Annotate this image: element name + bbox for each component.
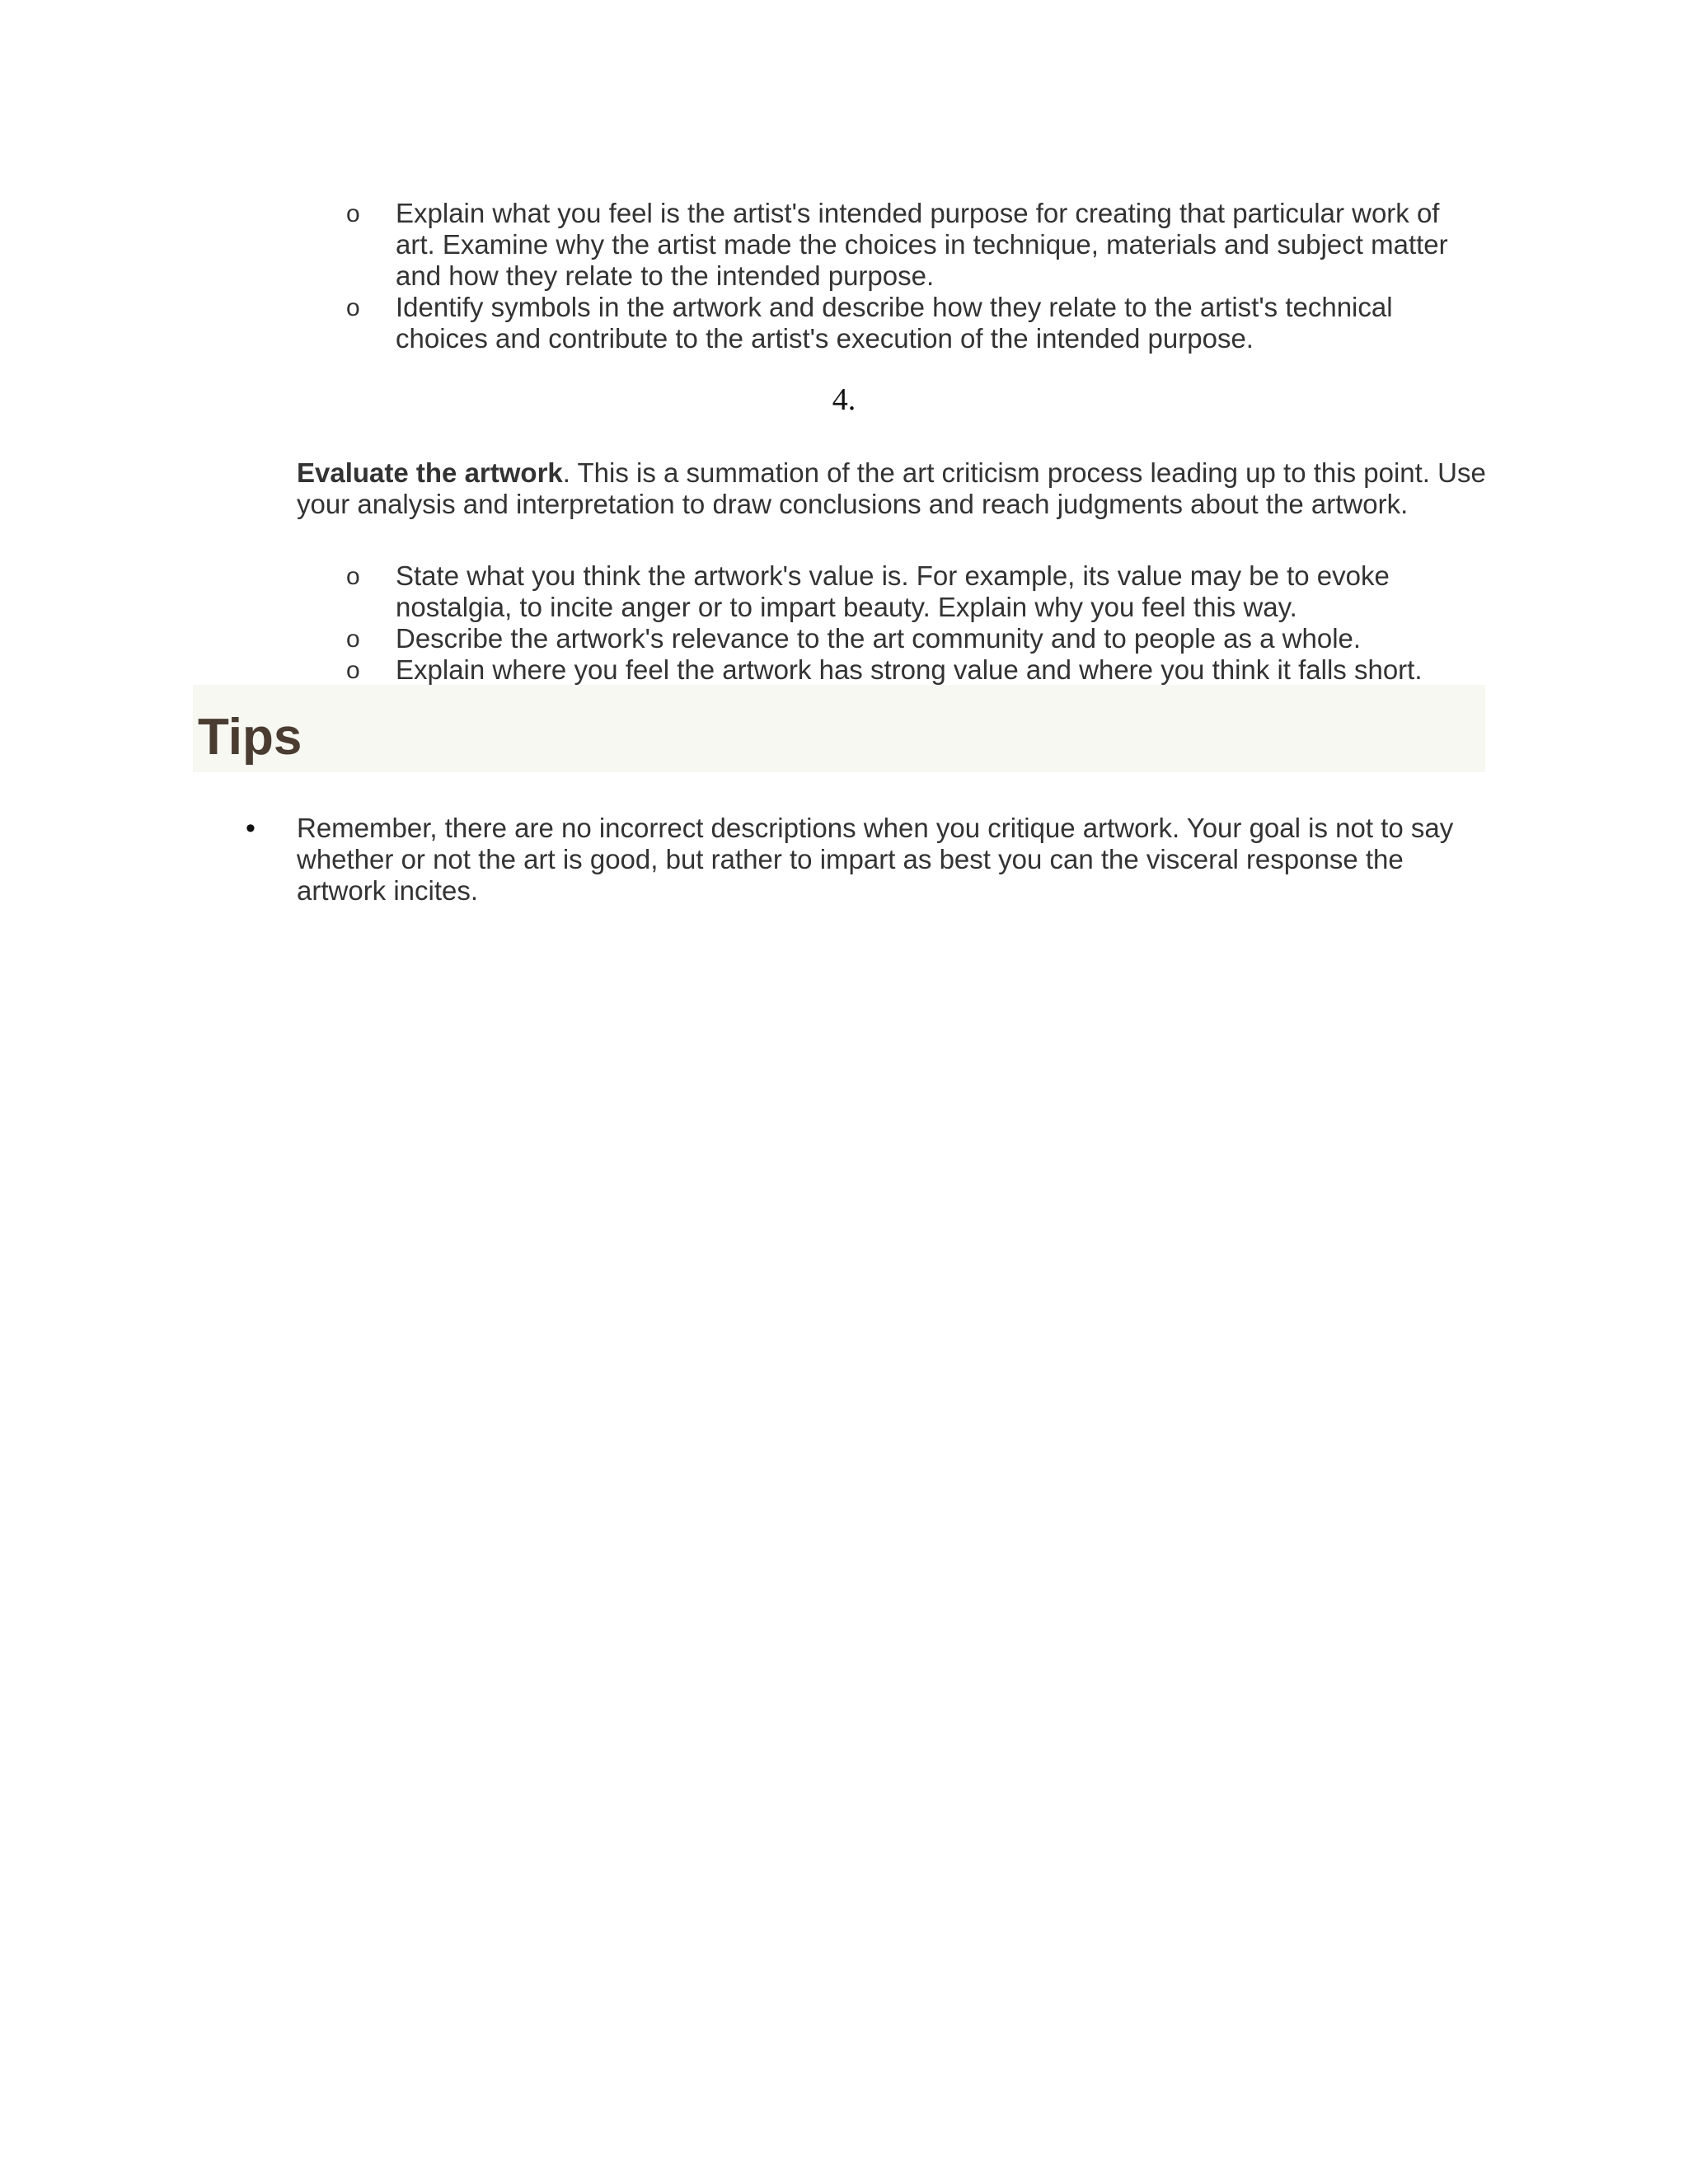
list-item-text: Identify symbols in the artwork and describe how they relate to the artist's technical choices and contribute to the artist's execution of the intended purpose. [396,292,1393,354]
list-item-text: Explain where you feel the artwork has strong value and where you think it falls short. [396,654,1423,685]
tips-heading-band [193,685,1485,772]
list-item-text: Explain what you feel is the artist's intended purpose for creating that particular work of art. Examine why the artist made the choices in technique, materials and subject matter and how they relate to the intended purpose. [396,198,1448,291]
circle-bullet-icon: o [346,657,360,684]
evaluate-bold-lead: Evaluate the artwork [297,457,563,488]
circle-bullet-icon: o [346,626,360,653]
circle-bullet-icon: o [346,200,360,227]
evaluate-paragraph [297,457,1500,520]
disc-bullet-icon: • [246,813,256,844]
list-item [346,654,1484,686]
list-item [346,198,1484,292]
list-item-text: State what you think the artwork's value is. For example, its value may be to evoke nostalgia, to incite anger or to impart beauty. Explain why you feel this way. [396,560,1390,622]
evaluate-text: . This is a summation of the art criticism process leading up to this point. Use your analysis and interpretation to draw conclusions and reach judgments about the artwork. [297,457,1486,519]
step-number: 4. [832,382,856,417]
list-item [247,813,1484,907]
tips-list [247,813,1484,907]
list-item-text: Remember, there are no incorrect descriptions when you critique artwork. Your goal is not to say whether or not the art is good, but rather to impart as best you can the visceral response the artwork incites. [297,813,1454,906]
list-item [346,623,1484,654]
list-item [346,560,1484,623]
interpret-sub-list [346,198,1484,354]
list-item [346,292,1484,354]
circle-bullet-icon: o [346,294,360,321]
evaluate-sub-list [346,560,1484,686]
circle-bullet-icon: o [346,563,360,590]
list-item-text: Describe the artwork's relevance to the art community and to people as a whole. [396,623,1362,654]
tips-heading: Tips [198,709,302,766]
